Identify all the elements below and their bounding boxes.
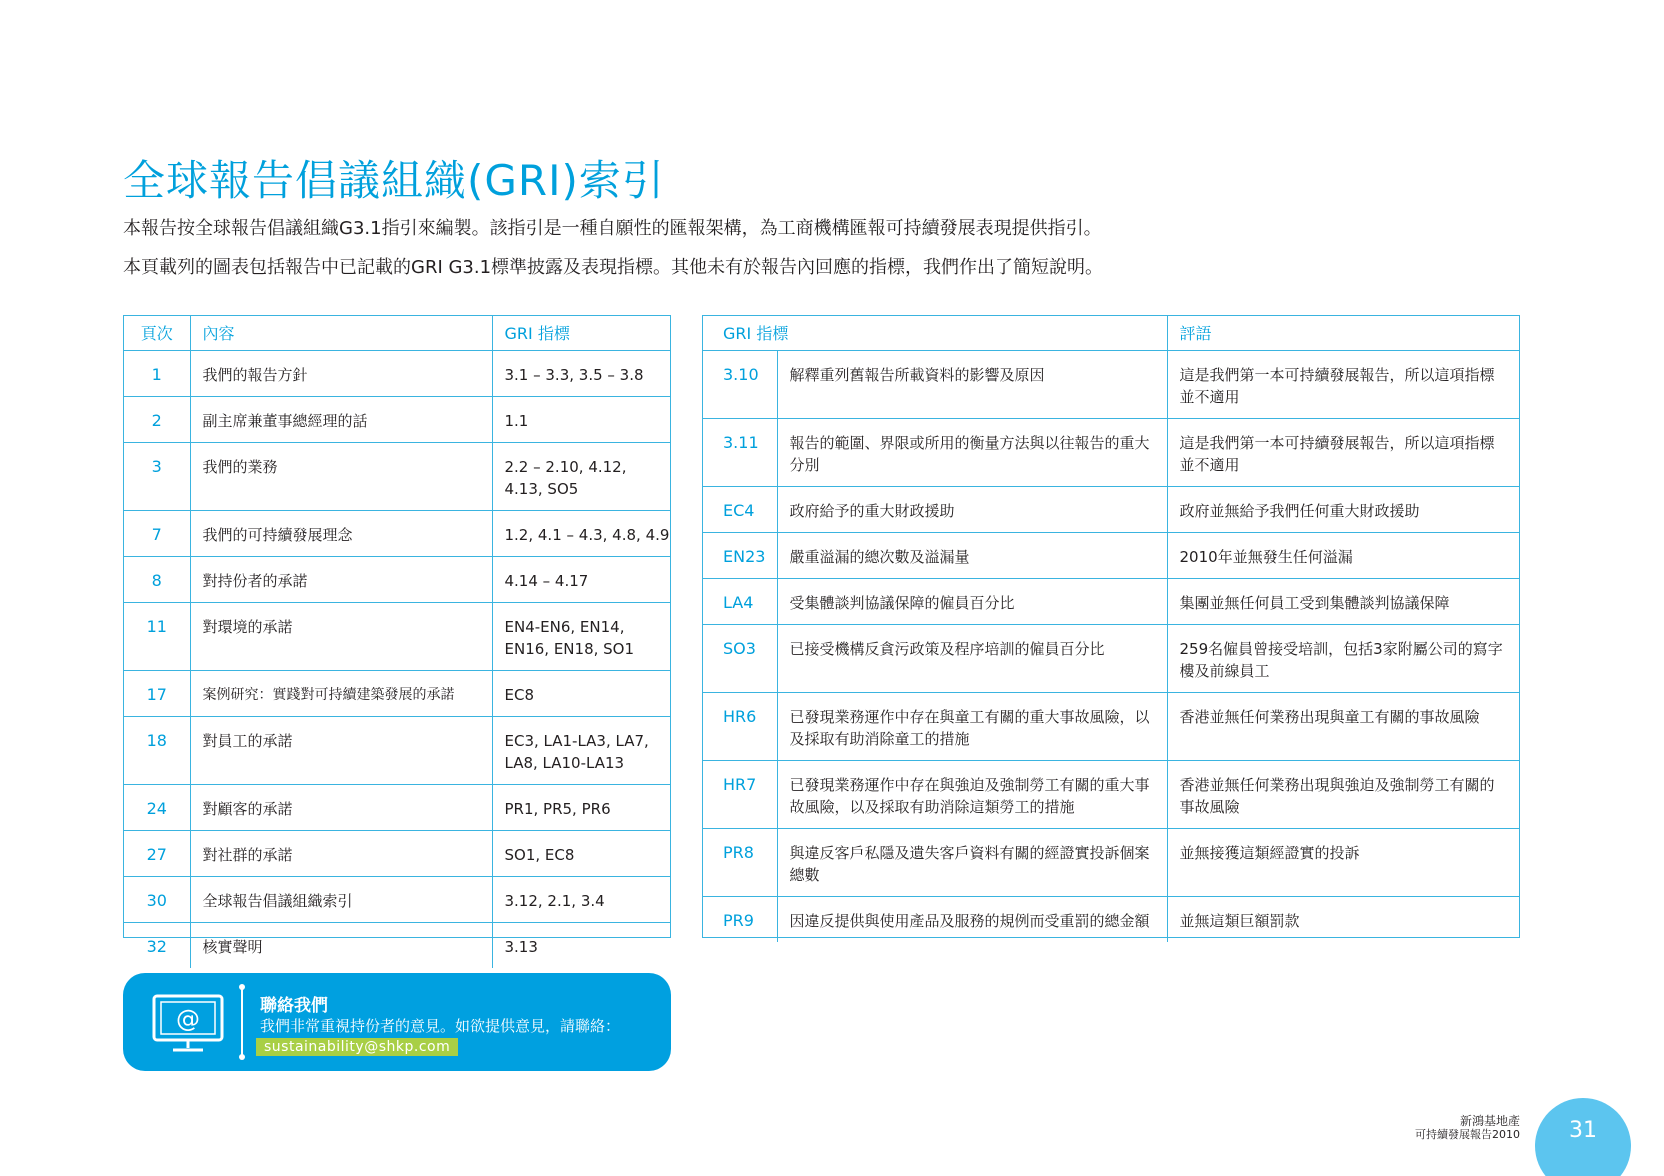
row-code: 3.11 [703, 418, 777, 486]
row-indicator: 受集體談判協議保障的僱員百分比 [777, 578, 1167, 624]
row-page: 2 [124, 396, 190, 442]
table-row [703, 418, 1519, 486]
row-indicator: 嚴重溢漏的總次數及溢漏量 [777, 532, 1167, 578]
table-row [124, 922, 670, 968]
row-content: 對持份者的承諾 [190, 556, 492, 602]
row-comment: 並無接獲這類經證實的投訴 [1167, 828, 1519, 896]
row-page: 18 [124, 716, 190, 784]
row-gri: 3.12, 2.1, 3.4 [492, 876, 670, 922]
table-row [703, 532, 1519, 578]
page-title: 全球報告倡議組織(GRI)索引 [123, 156, 665, 205]
contact-text: 我們非常重視持份者的意見。如欲提供意見，請聯絡： [260, 1017, 621, 1035]
row-code: PR9 [723, 910, 754, 930]
row-comment: 並無這類巨額罰款 [1167, 896, 1519, 942]
row-comment: 這是我們第一本可持續發展報告，所以這項指標並不適用 [1167, 350, 1519, 418]
row-code: HR7 [703, 760, 777, 828]
row-indicator: 與違反客戶私隱及遺失客戶資料有關的經證實投訴個案總數 [777, 828, 1167, 896]
table-row [124, 876, 670, 922]
row-indicator: 已接受機構反貪污政策及程序培訓的僱員百分比 [777, 624, 1167, 692]
row-gri: 1.1 [492, 396, 670, 442]
row-content: 全球報告倡議組織索引 [190, 876, 492, 922]
row-gri: 4.14 – 4.17 [492, 556, 670, 602]
row-indicator: 因違反提供與使用產品及服務的規例而受重罰的總金額 [777, 896, 1167, 942]
table-row [703, 828, 1519, 896]
table-header-row [703, 316, 1519, 350]
row-page: 30 [124, 876, 190, 922]
row-comment: 259名僱員曾接受培訓，包括3家附屬公司的寫字樓及前線員工 [1167, 624, 1519, 692]
row-content: 對環境的承諾 [190, 602, 492, 670]
table-row [124, 716, 670, 784]
page-index-table [123, 315, 671, 956]
table-row [124, 784, 670, 830]
header-gri: GRI 指標 [492, 316, 670, 350]
table-row [703, 692, 1519, 760]
row-code: SO3 [703, 624, 777, 692]
gri-comments-table [702, 315, 1520, 938]
row-page: 8 [124, 556, 190, 602]
table-row [703, 578, 1519, 624]
row-gri: SO1, EC8 [492, 830, 670, 876]
at-symbol: @ [176, 1005, 200, 1033]
row-page: 7 [124, 510, 190, 556]
row-gri: PR1, PR5, PR6 [492, 784, 670, 830]
row-indicator: 解釋重列舊報告所載資料的影響及原因 [777, 350, 1167, 418]
table-row [124, 350, 670, 396]
footer-report-title: 可持續發展報告2010 [1415, 1128, 1520, 1141]
row-page: 27 [124, 830, 190, 876]
row-content: 我們的報告方針 [190, 350, 492, 396]
row-content: 核實聲明 [190, 922, 492, 968]
row-code: LA4 [703, 578, 777, 624]
row-comment: 香港並無任何業務出現與強迫及強制勞工有關的事故風險 [1167, 760, 1519, 828]
row-code: 3.10 [703, 350, 777, 418]
header-comment: 評語 [1167, 316, 1519, 350]
header-content: 內容 [190, 316, 492, 350]
row-content: 我們的業務 [190, 442, 492, 510]
row-code: EC4 [703, 486, 777, 532]
table-row [703, 896, 1519, 942]
row-page: 32 [146, 936, 167, 956]
row-gri: 3.1 – 3.3, 3.5 – 3.8 [492, 350, 670, 396]
contact-title: 聯絡我們 [260, 996, 328, 1016]
row-page: 11 [124, 602, 190, 670]
table-row [124, 510, 670, 556]
table-row [703, 760, 1519, 828]
row-indicator: 政府給予的重大財政援助 [777, 486, 1167, 532]
row-page: 24 [124, 784, 190, 830]
row-indicator: 已發現業務運作中存在與強迫及強制勞工有關的重大事故風險，以及採取有助消除這類勞工的措施 [777, 760, 1167, 828]
row-content: 對顧客的承諾 [190, 784, 492, 830]
contact-box [123, 973, 671, 1071]
row-gri: 3.13 [492, 922, 670, 968]
row-gri: 2.2 – 2.10, 4.12, 4.13, SO5 [492, 442, 670, 510]
row-comment: 集團並無任何員工受到集體談判協議保障 [1167, 578, 1519, 624]
computer-email-icon [151, 993, 225, 1055]
row-comment: 2010年並無發生任何溢漏 [1167, 532, 1519, 578]
intro-line-2: 本頁載列的圖表包括報告中已記載的GRI G3.1標準披露及表現指標。其他未有於報告內回應的指標，我們作出了簡短說明。 [123, 257, 1104, 278]
table-row [124, 442, 670, 510]
table-row [124, 556, 670, 602]
row-gri: EN4-EN6, EN14, EN16, EN18, SO1 [492, 602, 670, 670]
row-code: EN23 [703, 532, 777, 578]
footer-company: 新鴻基地產 [1459, 1114, 1520, 1128]
table-row [124, 670, 670, 716]
table-row [124, 602, 670, 670]
intro-line-1: 本報告按全球報告倡議組織G3.1指引來編製。該指引是一種自願性的匯報架構，為工商機構匯報可持續發展表現提供指引。 [123, 218, 1102, 239]
page-number: 31 [1569, 1118, 1597, 1143]
header-gri-indicator: GRI 指標 [703, 316, 1167, 350]
row-gri: EC3, LA1-LA3, LA7, LA8, LA10-LA13 [492, 716, 670, 784]
row-comment: 香港並無任何業務出現與童工有關的事故風險 [1167, 692, 1519, 760]
row-content: 對員工的承諾 [190, 716, 492, 784]
row-page: 17 [124, 670, 190, 716]
row-content: 我們的可持續發展理念 [190, 510, 492, 556]
row-indicator: 報告的範圍、界限或所用的衡量方法與以往報告的重大分別 [777, 418, 1167, 486]
row-code: PR8 [703, 828, 777, 896]
table-row [124, 396, 670, 442]
table-row [703, 486, 1519, 532]
row-gri: EC8 [492, 670, 670, 716]
row-code: HR6 [703, 692, 777, 760]
row-page: 1 [124, 350, 190, 396]
row-comment: 政府並無給予我們任何重大財政援助 [1167, 486, 1519, 532]
table-row [703, 624, 1519, 692]
row-page: 3 [124, 442, 190, 510]
contact-email-link[interactable]: sustainability@shkp.com [256, 1038, 458, 1056]
table-header-row [124, 316, 670, 350]
row-content: 對社群的承諾 [190, 830, 492, 876]
row-gri: 1.2, 4.1 – 4.3, 4.8, 4.9 [492, 510, 670, 556]
row-comment: 這是我們第一本可持續發展報告，所以這項指標並不適用 [1167, 418, 1519, 486]
table-row [703, 350, 1519, 418]
contact-divider [241, 987, 243, 1057]
row-content: 案例研究：實踐對可持續建築發展的承諾 [190, 670, 492, 716]
table-row [124, 830, 670, 876]
row-content: 副主席兼董事總經理的話 [190, 396, 492, 442]
header-page: 頁次 [124, 316, 190, 350]
row-indicator: 已發現業務運作中存在與童工有關的重大事故風險，以及採取有助消除童工的措施 [777, 692, 1167, 760]
